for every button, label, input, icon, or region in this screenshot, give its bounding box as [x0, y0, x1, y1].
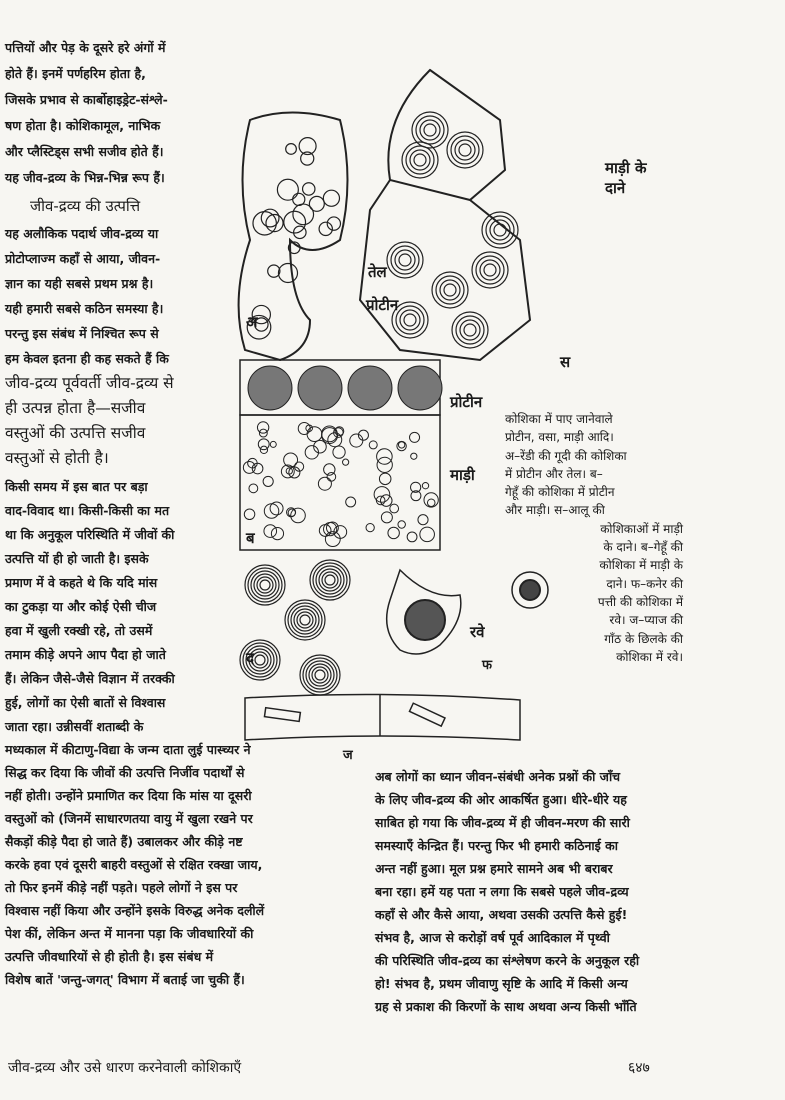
cell-granule [315, 670, 325, 680]
cell-granule [260, 580, 270, 590]
cell-granule [291, 508, 306, 523]
cell-granule [244, 509, 255, 520]
cell-granule [253, 212, 276, 235]
wheat-cells-drawing [240, 360, 442, 550]
cell-granule [286, 144, 297, 155]
paragraph-pasteur [5, 715, 365, 991]
label-starch-grains: माड़ी के दाने [605, 159, 647, 197]
text-line: यह अलौकिक पदार्थ जीव-द्रव्य या [5, 226, 159, 241]
text-line: हो! संभव है, प्रथम जीवाणु सृष्टि के आदि में किसी अन्य [375, 976, 628, 991]
text-line: वस्तुओं से होती है। [5, 449, 109, 467]
section-heading: जीव-द्रव्य की उत्पत्ति [30, 197, 141, 215]
cell-granule [440, 280, 460, 300]
cell-granule [284, 453, 298, 467]
text-line: पत्ती की कोशिका में [597, 594, 683, 609]
cell-granule [452, 312, 488, 348]
cell-granule [303, 658, 337, 692]
text-line: नहीं होती। उन्होंने प्रमाणित कर दिया कि मांस या दूसरी [5, 788, 252, 803]
cell-granule [455, 140, 475, 160]
text-line: हम केवल इतना ही कह सकते हैं कि [5, 351, 169, 366]
text-line: विशेष बातें 'जन्तु-जगत्' विभाग में बताई जा चुकी हैं। [5, 972, 245, 987]
paragraph-debate [5, 475, 227, 715]
cell-granule [400, 310, 420, 330]
cell-granule [377, 457, 392, 472]
text-line: का टुकड़ा या और कोई ऐसी चीज [5, 599, 157, 614]
cell-granule [398, 521, 405, 528]
cell-granule [306, 661, 334, 689]
cell-granule [350, 434, 363, 447]
cell-granule [252, 463, 263, 474]
cell-granule [459, 144, 471, 156]
figure-label-b: ब [246, 529, 255, 547]
text-line: वस्तुओं को (जिनमें साधारणतया वायु में खुला रखने पर [5, 811, 253, 826]
text-line: वस्तुओं की उत्पत्ति सजीव [5, 424, 146, 442]
text-line: कोशिका में पाए जानेवाले [505, 412, 613, 426]
label-starch-wheat: माड़ी [450, 466, 475, 484]
text-line: तमाम कीड़े अपने आप पैदा हो जाते [5, 647, 166, 662]
cell-granule [414, 154, 426, 166]
cell-granule [480, 260, 500, 280]
cell-granule [398, 442, 404, 448]
text-line: प्रमाण में वे कहते थे कि यदि मांस [5, 575, 158, 590]
cell-granule [420, 120, 440, 140]
cell-granule [277, 179, 298, 200]
figure-caption [505, 410, 683, 666]
cell-granule [422, 483, 428, 489]
cell-granule [366, 523, 374, 531]
figure-label-d: द [246, 649, 254, 667]
text-line: ग्रह से प्रकाश की किरणों के साथ अथवा अन्य किसी भाँति [375, 999, 637, 1014]
text-line: वाद-विवाद था। किसी-किसी का मत [5, 503, 170, 518]
text-line: यही हमारी सबसे कठिन समस्या है। [5, 301, 164, 316]
cell-granule [291, 606, 319, 634]
cell-granule [444, 284, 456, 296]
cell-granule [261, 209, 279, 227]
cell-granule [424, 493, 438, 507]
text-line: परन्तु इस संबंध में निश्चित रूप से [5, 326, 159, 341]
text-line: तो फिर इनमें कीड़े नहीं पड़ते। पहले लोगों ने इस पर [5, 880, 238, 895]
cell-granule [420, 527, 435, 542]
text-line: गाँठ के छिलके की [604, 631, 683, 646]
text-line: रवे। ज–प्याज की [609, 613, 683, 628]
cell-granule [271, 527, 283, 539]
text-line: की परिस्थिति जीव-द्रव्य का संश्लेषण करने के अनुकूल रही [375, 953, 640, 968]
cell-granule [482, 212, 518, 248]
cell-granule [484, 264, 496, 276]
cell-granule [307, 427, 322, 442]
text-line: अब लोगों का ध्यान जीवन-संबंधी अनेक प्रश्नों की जाँच [375, 769, 621, 784]
cell-granule [411, 453, 417, 459]
cell-granule [464, 324, 476, 336]
cell-granule [288, 603, 322, 637]
text-line: दाने। फ–कनेर की [606, 576, 683, 591]
cell-granule [278, 263, 297, 282]
text-line: साबित हो गया कि जीव-द्रव्य में ही जीवन-मरण की सारी [375, 815, 630, 830]
text-line: हैं। लेकिन जैसे-जैसे विज्ञान में तरक्की [5, 671, 175, 686]
text-line: विश्वास नहीं किया और उन्होंने इसके विरुद्ध अनेक दलीलें [5, 903, 265, 918]
text-line: बना रहा। हमें यह पता न लगा कि सबसे पहले जीव-द्रव्य [375, 884, 629, 899]
cell-granule [264, 525, 277, 538]
cell-granule [300, 615, 310, 625]
text-line: कोशिकाओं में माड़ी [600, 521, 683, 536]
cell-granule [377, 449, 393, 465]
text-line: गेहूँ की कोशिका में प्रोटीन [505, 485, 615, 500]
cell-granule [379, 473, 391, 485]
cell-granule [381, 512, 392, 523]
cell-granule [427, 499, 435, 507]
cell-granule [399, 254, 411, 266]
cell-granule [407, 532, 417, 542]
page-number: ६४७ [628, 1060, 650, 1076]
text-line: उत्पत्ति यों ही हो जाती है। इसके [5, 551, 149, 566]
figure-label-j: ज [343, 748, 353, 763]
text-line: अ–रेंडी की गूदी की कोशिका [505, 448, 627, 463]
cell-granule [264, 504, 279, 519]
text-line: पत्तियों और पेड़ के दूसरे हरे अंगों में [5, 40, 166, 55]
cell-granule [447, 132, 483, 168]
paragraph-origin-emphasis [5, 371, 227, 471]
cell-granule [398, 366, 442, 410]
paragraph-intro [5, 35, 227, 191]
text-line: ही उत्पन्न होता है—सजीव [5, 399, 146, 417]
label-protein-castor: प्रोटीन [366, 296, 399, 314]
text-line: करके हवा एवं दूसरी बाहरी वस्तुओं से रक्षित रक्खा जाय, [5, 857, 263, 872]
chapter-title-footer: जीव-द्रव्य और उसे धारण करनेवाली कोशिकाएँ [8, 1060, 242, 1076]
text-line: होते हैं। इनमें पर्णहरिम होता है, [5, 66, 146, 81]
text-line: पेश कीं, लेकिन अन्त में मानना पड़ा कि जीवधारियों की [5, 926, 254, 941]
text-line: कोशिका में रवे। [616, 649, 683, 664]
label-oil: तेल [368, 263, 387, 281]
text-line: जिसके प्रभाव से कार्बोहाइड्रेट-संश्ले- [5, 92, 168, 107]
text-line: के लिए जीव-द्रव्य की ओर आकर्षित हुआ। धीरे-धीरे यह [375, 792, 627, 807]
text-line: षण होता है। कोशिकामूल, नाभिक [5, 118, 161, 133]
cell-granule [346, 497, 356, 507]
text-line: था कि अनुकूल परिस्थिति में जीवों की [5, 527, 175, 542]
cell-granule [255, 655, 265, 665]
cell-granule [270, 441, 276, 447]
text-line: कोशिका में माड़ी के [599, 558, 683, 573]
cell-granule [323, 190, 339, 206]
cell-granule [404, 314, 416, 326]
label-protein-wheat: प्रोटीन [450, 393, 483, 411]
text-line: प्रोटीन, वसा, माड़ी आदि। [505, 430, 614, 445]
text-line: के दाने। ब–गेहूँ की [603, 540, 683, 555]
cell-granule [418, 515, 428, 525]
starch-grains-drawing [240, 560, 350, 695]
cell-granule [343, 459, 349, 465]
text-line: ज्ञान का यही सबसे प्रथम प्रश्न है। [5, 276, 154, 291]
figure-label-s: स [560, 353, 571, 371]
figure-label-a: अ [246, 313, 258, 331]
cell-granule [303, 183, 315, 195]
cell-granule [313, 563, 347, 597]
cell-granule [248, 568, 282, 602]
potato-cells-drawing [360, 70, 530, 360]
label-crystals: रवे [470, 623, 485, 641]
text-line: सिद्ध कर दिया कि जीवों की उत्पत्ति निर्जीव पदार्थों से [5, 765, 245, 780]
cell-granule [248, 366, 292, 410]
cell-granule [410, 432, 420, 442]
text-line: उत्पत्ति जीवधारियों से ही होती है। इस संबंध में [5, 949, 214, 964]
text-line: यह जीव-द्रव्य के भिन्न-भिन्न रूप हैं। [5, 170, 165, 185]
paragraph-origin [5, 221, 227, 371]
cell-granule [390, 504, 399, 513]
text-line: प्रोटोप्लाज्म कहाँ से आया, जीवन- [5, 251, 161, 266]
paragraph-attention [375, 765, 680, 1018]
cell-granule [249, 484, 258, 493]
text-line: अन्त नहीं हुआ। मूल प्रश्न हमारे सामने अब भी बराबर [375, 861, 613, 876]
text-line: सैकड़ों कीड़े पैदा हो जाते हैं) उबालकर और कीड़े नष्ट [5, 834, 243, 849]
cell-granule [402, 142, 438, 178]
cell-granule [410, 150, 430, 170]
onion-cells-drawing [245, 694, 520, 740]
cell-granule [298, 366, 342, 410]
text-line: कहाँ से और कैसे आया, अथवा उसकी उत्पत्ति कैसे हुई! [375, 907, 628, 922]
text-line: समस्याएँ केन्द्रित हैं। परन्तु फिर भी हमारी कठिनाई का [375, 838, 618, 853]
cell-granule [472, 252, 508, 288]
text-line: और माड़ी। स–आलू की [505, 503, 605, 518]
cell-granule [333, 446, 345, 458]
cell-granule [251, 571, 279, 599]
text-line: संभव है, आज से करोड़ों वर्ष पूर्व आदिकाल में पृथ्वी [375, 930, 610, 945]
text-line: जीव-द्रव्य पूर्ववर्ती जीव-द्रव्य से [5, 374, 174, 392]
cell-granule [494, 224, 506, 236]
cell-granule [263, 476, 273, 486]
text-line: हवा में खुली रक्खी रहे, तो उसमें [5, 623, 153, 638]
cell-granule [348, 366, 392, 410]
cell-granule [460, 320, 480, 340]
text-line: और प्लैस्टिड्स सभी सजीव होते हैं। [5, 144, 164, 159]
cell-granule [319, 525, 331, 537]
cell-granule [325, 575, 335, 585]
text-line: में प्रोटीन और तेल। ब– [505, 466, 603, 481]
text-line: जाता रहा। उन्नीसवीं शताब्दी के [5, 719, 144, 734]
text-line: मध्यकाल में कीटाणु-विद्या के जन्म दाता लुई पास्च्यर ने [5, 742, 251, 757]
cell-granule [327, 473, 336, 482]
figure-label-ph: फ [482, 658, 493, 673]
text-line: किसी समय में इस बात पर बड़ा [5, 479, 148, 494]
cell-granule [318, 477, 331, 490]
cell-granule [369, 441, 377, 449]
cell-granule [293, 204, 314, 225]
cell-granule [432, 272, 468, 308]
cell-granule [395, 250, 415, 270]
cell-granule [316, 566, 344, 594]
cell-granule [424, 124, 436, 136]
cell-granule [388, 527, 399, 538]
cell-granule [322, 426, 338, 442]
text-line: हुई, लोगों का ऐसी बातों से विश्वास [5, 695, 166, 710]
cell-granule [387, 242, 423, 278]
cell-granule [298, 422, 310, 434]
